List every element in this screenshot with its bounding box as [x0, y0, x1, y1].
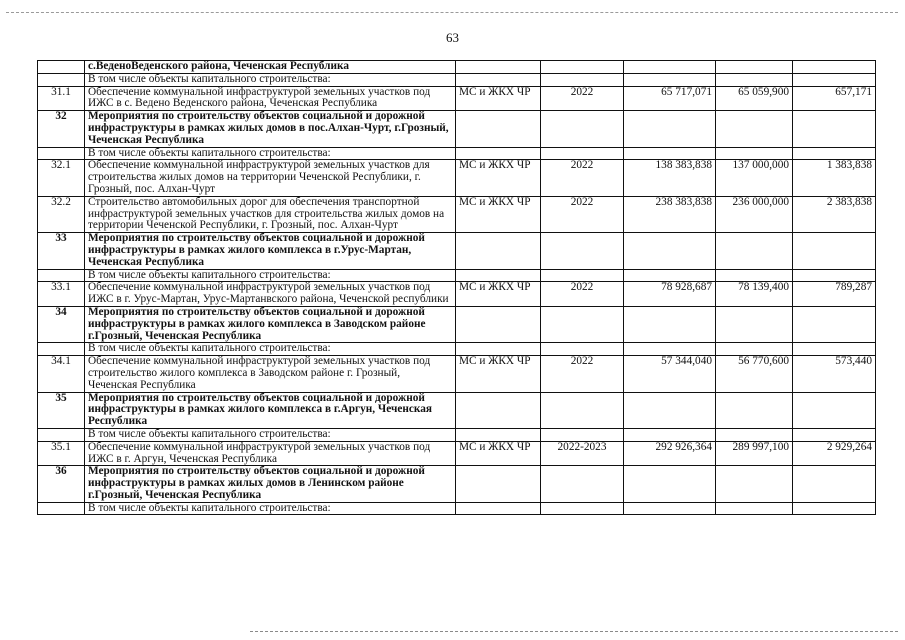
empty-cell [624, 343, 716, 356]
empty-cell [716, 428, 793, 441]
item-number: 34.1 [38, 356, 85, 392]
empty-cell [716, 343, 793, 356]
row-number-cell [38, 428, 85, 441]
subheader-text: В том числе объекты капитального строительства: [85, 428, 456, 441]
empty-cell [793, 502, 876, 515]
item-description: Обеспечение коммунальной инфраструктурой земельных участков под ИЖС в г. Урус-Мартан, Урус-Мартанвского района, Чеченской республики [85, 282, 456, 307]
subheader-text: В том числе объекты капитального строительства: [85, 269, 456, 282]
implementation-period: 2022 [541, 356, 624, 392]
item-description: Обеспечение коммунальной инфраструктурой земельных участков под ИЖС в с. Ведено Веденского района, Чеченская Республика [85, 86, 456, 111]
implementation-period: 2022 [541, 196, 624, 232]
section-number: 33 [38, 233, 85, 269]
section-title-row [38, 306, 876, 342]
item-description: Обеспечение коммунальной инфраструктурой земельных участков под строительство жилого комплекса в Заводском районе г. Грозный, Чеченская Республика [85, 356, 456, 392]
row-number-cell [38, 147, 85, 160]
empty-cell [793, 269, 876, 282]
empty-cell [793, 111, 876, 147]
responsible-executor: МС и ЖКХ ЧР [456, 441, 541, 466]
section-title-row [38, 392, 876, 428]
subheader-text: В том числе объекты капитального строительства: [85, 343, 456, 356]
empty-cell [541, 343, 624, 356]
implementation-period: 2022 [541, 86, 624, 111]
empty-cell [716, 61, 793, 74]
section-title-row [38, 61, 876, 74]
subheader-text: В том числе объекты капитального строительства: [85, 73, 456, 86]
empty-cell [541, 73, 624, 86]
empty-cell [541, 428, 624, 441]
program-table-body [38, 61, 876, 515]
empty-cell [793, 392, 876, 428]
section-number [38, 61, 85, 74]
implementation-period: 2022 [541, 282, 624, 307]
implementation-period: 2022-2023 [541, 441, 624, 466]
item-number: 31.1 [38, 86, 85, 111]
subheader-text: В том числе объекты капитального строительства: [85, 502, 456, 515]
empty-cell [716, 502, 793, 515]
empty-cell [793, 147, 876, 160]
empty-cell [456, 306, 541, 342]
federal-amount: 236 000,000 [716, 196, 793, 232]
empty-cell [541, 502, 624, 515]
empty-cell [793, 343, 876, 356]
section-number: 36 [38, 466, 85, 502]
empty-cell [456, 502, 541, 515]
section-title: Мероприятия по строительству объектов социальной и дорожной инфраструктуры в рамках жилого комплекса в г.Урус-Мартан, Чеченская Республика [85, 233, 456, 269]
empty-cell [716, 233, 793, 269]
regional-amount: 657,171 [793, 86, 876, 111]
regional-amount: 2 383,838 [793, 196, 876, 232]
subheader-row [38, 502, 876, 515]
table-row [38, 356, 876, 392]
section-number: 35 [38, 392, 85, 428]
section-title: Мероприятия по строительству объектов социальной и дорожной инфраструктуры в рамках жилых домов в Ленинском районе г.Грозный, Чеченская Республика [85, 466, 456, 502]
empty-cell [624, 111, 716, 147]
empty-cell [456, 343, 541, 356]
empty-cell [541, 61, 624, 74]
table-row [38, 441, 876, 466]
section-title: Мероприятия по строительству объектов социальной и дорожной инфраструктуры в рамках жилых домов в пос.Алхан-Чурт, г.Грозный, Чеченская Республика [85, 111, 456, 147]
scan-artifact-top [6, 12, 898, 13]
section-title-row [38, 111, 876, 147]
section-title: с.ВеденоВеденского района, Чеченская Республика [85, 61, 456, 74]
empty-cell [716, 466, 793, 502]
total-amount: 138 383,838 [624, 160, 716, 196]
empty-cell [456, 392, 541, 428]
responsible-executor: МС и ЖКХ ЧР [456, 282, 541, 307]
empty-cell [456, 73, 541, 86]
row-number-cell [38, 343, 85, 356]
total-amount: 65 717,071 [624, 86, 716, 111]
subheader-text: В том числе объекты капитального строительства: [85, 147, 456, 160]
responsible-executor: МС и ЖКХ ЧР [456, 160, 541, 196]
responsible-executor: МС и ЖКХ ЧР [456, 86, 541, 111]
regional-amount: 1 383,838 [793, 160, 876, 196]
subheader-row [38, 73, 876, 86]
empty-cell [793, 306, 876, 342]
regional-amount: 2 929,264 [793, 441, 876, 466]
item-description: Обеспечение коммунальной инфраструктурой земельных участков для строительства жилых домов на территории Чеченской Республики, г. Грозный, пос. Алхан-Чурт [85, 160, 456, 196]
empty-cell [624, 269, 716, 282]
table-row [38, 282, 876, 307]
item-number: 35.1 [38, 441, 85, 466]
section-title-row [38, 466, 876, 502]
empty-cell [541, 466, 624, 502]
empty-cell [456, 466, 541, 502]
empty-cell [624, 306, 716, 342]
empty-cell [624, 233, 716, 269]
regional-amount: 573,440 [793, 356, 876, 392]
program-table [37, 60, 876, 515]
table-row [38, 86, 876, 111]
row-number-cell [38, 73, 85, 86]
empty-cell [624, 392, 716, 428]
empty-cell [541, 269, 624, 282]
table-row [38, 160, 876, 196]
total-amount: 78 928,687 [624, 282, 716, 307]
total-amount: 292 926,364 [624, 441, 716, 466]
empty-cell [716, 73, 793, 86]
empty-cell [716, 392, 793, 428]
empty-cell [456, 233, 541, 269]
empty-cell [793, 428, 876, 441]
item-number: 32.2 [38, 196, 85, 232]
subheader-row [38, 343, 876, 356]
empty-cell [541, 306, 624, 342]
section-title: Мероприятия по строительству объектов социальной и дорожной инфраструктуры в рамках жилого комплекса в Заводском районе г.Грозный, Чеченская Республика [85, 306, 456, 342]
total-amount: 57 344,040 [624, 356, 716, 392]
empty-cell [793, 61, 876, 74]
empty-cell [793, 466, 876, 502]
scan-artifact-bottom [250, 631, 898, 632]
empty-cell [793, 233, 876, 269]
subheader-row [38, 147, 876, 160]
federal-amount: 137 000,000 [716, 160, 793, 196]
row-number-cell [38, 269, 85, 282]
empty-cell [624, 73, 716, 86]
section-number: 34 [38, 306, 85, 342]
empty-cell [541, 111, 624, 147]
empty-cell [456, 111, 541, 147]
empty-cell [541, 147, 624, 160]
section-number: 32 [38, 111, 85, 147]
empty-cell [624, 428, 716, 441]
federal-amount: 56 770,600 [716, 356, 793, 392]
empty-cell [624, 61, 716, 74]
federal-amount: 65 059,900 [716, 86, 793, 111]
subheader-row [38, 269, 876, 282]
empty-cell [456, 61, 541, 74]
empty-cell [624, 147, 716, 160]
empty-cell [716, 306, 793, 342]
empty-cell [456, 428, 541, 441]
section-title-row [38, 233, 876, 269]
empty-cell [716, 147, 793, 160]
total-amount: 238 383,838 [624, 196, 716, 232]
page-number: 63 [446, 30, 459, 45]
item-number: 33.1 [38, 282, 85, 307]
empty-cell [624, 502, 716, 515]
implementation-period: 2022 [541, 160, 624, 196]
responsible-executor: МС и ЖКХ ЧР [456, 196, 541, 232]
subheader-row [38, 428, 876, 441]
federal-amount: 289 997,100 [716, 441, 793, 466]
row-number-cell [38, 502, 85, 515]
section-title: Мероприятия по строительству объектов социальной и дорожной инфраструктуры в рамках жилого комплекса в г.Аргун, Чеченская Республика [85, 392, 456, 428]
empty-cell [624, 466, 716, 502]
item-description: Обеспечение коммунальной инфраструктурой земельных участков под ИЖС в г. Аргун, Чеченская Республика [85, 441, 456, 466]
item-number: 32.1 [38, 160, 85, 196]
responsible-executor: МС и ЖКХ ЧР [456, 356, 541, 392]
empty-cell [456, 269, 541, 282]
empty-cell [541, 392, 624, 428]
federal-amount: 78 139,400 [716, 282, 793, 307]
table-row [38, 196, 876, 232]
empty-cell [716, 111, 793, 147]
empty-cell [716, 269, 793, 282]
regional-amount: 789,287 [793, 282, 876, 307]
empty-cell [456, 147, 541, 160]
item-description: Строительство автомобильных дорог для обеспечения транспортной инфраструктурой земельных участков для строительства жилых домов на территории Чеченской Республики, г. Грозный, пос. Алхан-Чурт [85, 196, 456, 232]
empty-cell [793, 73, 876, 86]
empty-cell [541, 233, 624, 269]
